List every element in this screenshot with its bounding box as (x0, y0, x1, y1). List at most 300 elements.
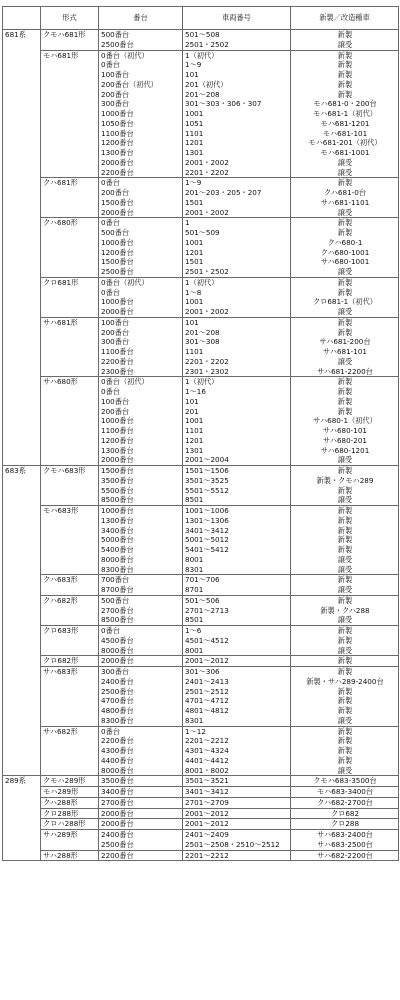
table-row (3, 808, 399, 819)
origin-text: 新製 (337, 635, 353, 645)
car-numbers-text: 2401～2413 (185, 676, 229, 686)
car-numbers-text: 8301 (185, 564, 204, 574)
number-range-text: 200番台 (101, 89, 130, 99)
origin-text: 新製 (337, 30, 353, 39)
number-range-cell (99, 575, 183, 596)
number-range-text: 2700番台 (101, 605, 134, 615)
number-range-text: 1200番台 (101, 435, 134, 445)
car-numbers-text: 2001・2002 (185, 207, 229, 217)
car-numbers-text: 501～506 (185, 595, 220, 605)
number-range-text: 1000番台 (101, 506, 134, 515)
number-range-text: 8000番台 (101, 765, 134, 775)
car-numbers-text: 1～12 (185, 726, 206, 736)
origin-text: 新製 (337, 545, 353, 554)
type-cell: クモハ289形 (41, 776, 99, 787)
car-numbers-cell (183, 726, 291, 776)
origin-text: モハ683-3400台 (316, 787, 374, 796)
number-range-cell (99, 466, 183, 506)
car-numbers-text: 201 (185, 406, 199, 416)
number-range-text: 1500番台 (101, 197, 134, 207)
number-range-text: 2300番台 (101, 366, 134, 376)
number-range-text: 3400番台 (101, 525, 134, 535)
number-range-text: 5500番台 (101, 485, 134, 495)
origin-text: サハ680-1001 (320, 257, 370, 267)
header-car-numbers: 車両番号 (183, 7, 291, 30)
car-numbers-cell (183, 178, 291, 218)
car-numbers-text: 2701～2709 (185, 797, 229, 807)
origin-text: クロ288 (330, 819, 360, 829)
table-row (3, 726, 399, 776)
origin-text: 譲受 (337, 554, 353, 564)
table-row (3, 30, 399, 51)
car-numbers-text: 2001・2002 (185, 157, 229, 167)
number-range-text: 0番台 (101, 218, 120, 228)
number-range-cell (99, 626, 183, 656)
car-numbers-text: 101 (185, 396, 199, 406)
type-cell: クハ683形 (41, 575, 99, 596)
car-numbers-text: 2001～2004 (185, 455, 229, 465)
number-range-cell (99, 787, 183, 798)
origin-text: 譲受 (337, 157, 353, 167)
origin-text: 新製 (337, 317, 353, 327)
car-numbers-text: 101 (185, 317, 199, 327)
header-row (3, 7, 399, 30)
car-numbers-text: 501～509 (185, 228, 220, 237)
origin-text: 譲受 (337, 207, 353, 217)
number-range-text: 2200番台 (101, 850, 134, 860)
origin-text: サハ680-1（初代） (313, 416, 377, 426)
number-range-text: 4800番台 (101, 706, 134, 715)
number-range-text: 2000番台 (101, 157, 134, 167)
car-numbers-text: 2501・2502 (185, 39, 229, 49)
origin-text: 新製 (337, 667, 353, 676)
car-numbers-text: 1201 (185, 247, 204, 257)
origin-cell (291, 218, 399, 278)
number-range-cell (99, 218, 183, 278)
origin-cell (291, 377, 399, 466)
origin-text: サハ683-2500台 (317, 839, 373, 849)
number-range-text: 100番台 (101, 396, 130, 406)
car-numbers-text: 101 (185, 70, 199, 79)
table-row (3, 218, 399, 278)
number-range-text: 0番台 (101, 178, 120, 188)
car-numbers-text: 2501～2508・2510～2512 (185, 839, 280, 849)
number-range-text: 300番台 (101, 667, 130, 676)
number-range-text: 1300番台 (101, 515, 134, 525)
origin-text: サハ680-101 (323, 426, 367, 435)
origin-cell (291, 277, 399, 317)
origin-text: 譲受 (337, 39, 353, 49)
table-row (3, 787, 399, 798)
number-range-text: 2000番台 (101, 307, 134, 316)
car-numbers-text: 8301 (185, 715, 204, 725)
number-range-text: 0番台 (101, 60, 120, 70)
number-range-text: 1000番台 (101, 297, 134, 307)
car-numbers-cell (183, 317, 291, 377)
number-range-text: 1100番台 (101, 426, 134, 435)
origin-text: クロ682 (330, 808, 360, 818)
car-numbers-cell (183, 595, 291, 625)
car-numbers-text: 5401～5412 (185, 545, 229, 554)
car-numbers-cell (183, 30, 291, 51)
origin-text: 譲受 (337, 307, 353, 316)
table-row (3, 506, 399, 575)
car-numbers-cell (183, 850, 291, 861)
car-numbers-text: 2001～2012 (185, 819, 229, 829)
origin-text: モハ681-1001 (320, 148, 370, 157)
number-range-cell (99, 595, 183, 625)
car-numbers-text: 2401～2409 (185, 830, 229, 839)
number-range-text: 200番台（初代） (101, 79, 158, 89)
table-row (3, 776, 399, 787)
car-numbers-text: 5501～5512 (185, 485, 229, 495)
type-cell: モハ683形 (41, 506, 99, 575)
car-numbers-text: 2001・2002 (185, 307, 229, 316)
car-numbers-text: 701～706 (185, 575, 220, 585)
number-range-text: 3500番台 (101, 776, 134, 786)
car-numbers-text: 8501 (185, 495, 204, 505)
car-numbers-text: 201（初代） (185, 79, 228, 89)
car-numbers-cell (183, 819, 291, 830)
type-cell: クロ682形 (41, 656, 99, 667)
table-row (3, 797, 399, 808)
number-range-text: 0番台 (101, 287, 120, 297)
number-range-text: 4700番台 (101, 696, 134, 706)
car-numbers-text: 1001 (185, 297, 204, 307)
number-range-text: 1100番台 (101, 128, 134, 138)
number-range-text: 2000番台 (101, 819, 134, 829)
number-range-text: 700番台 (101, 575, 130, 585)
number-range-text: 200番台 (101, 188, 130, 197)
origin-text: 譲受 (337, 267, 353, 276)
table-row (3, 656, 399, 667)
origin-text: 新製 (337, 377, 353, 387)
car-numbers-text: 1001 (185, 237, 204, 247)
car-numbers-text: 2201・2202 (185, 167, 229, 177)
origin-text: サハ680-1201 (320, 445, 370, 455)
car-numbers-text: 501～508 (185, 30, 220, 39)
car-numbers-cell (183, 50, 291, 178)
number-range-text: 2000番台 (101, 656, 134, 666)
car-numbers-text: 1～6 (185, 626, 202, 635)
origin-text: 新製 (337, 656, 353, 666)
car-numbers-text: 1～9 (185, 60, 202, 70)
header-origin: 新製／改造種車 (291, 7, 399, 30)
origin-text: 新製 (337, 736, 353, 746)
number-range-text: 0番台 (101, 387, 120, 396)
origin-text: モハ681-0・200台 (313, 99, 377, 109)
car-numbers-text: 2301・2302 (185, 366, 229, 376)
car-numbers-text: 3401～3412 (185, 525, 229, 535)
number-range-text: 2200番台 (101, 167, 134, 177)
number-range-cell (99, 506, 183, 575)
car-numbers-text: 8001 (185, 554, 204, 564)
car-numbers-text: 4401～4412 (185, 755, 229, 765)
origin-text: 新製・クハ288 (320, 605, 370, 615)
origin-text: 譲受 (337, 455, 353, 465)
number-range-cell (99, 667, 183, 727)
car-numbers-text: 1501 (185, 197, 204, 207)
origin-text: サハ683-2400台 (317, 830, 373, 839)
origin-cell (291, 819, 399, 830)
number-range-text: 8700番台 (101, 585, 134, 594)
origin-text: 新製 (337, 485, 353, 495)
origin-text: 新製 (337, 277, 353, 287)
number-range-text: 3400番台 (101, 787, 134, 796)
number-range-text: 0番台（初代） (101, 277, 149, 287)
number-range-text: 2400番台 (101, 830, 134, 839)
origin-text: モハ681-1（初代） (312, 109, 377, 118)
car-numbers-text: 2201・2202 (185, 356, 229, 366)
number-range-text: 2000番台 (101, 207, 134, 217)
number-range-cell (99, 819, 183, 830)
origin-text: 譲受 (337, 495, 353, 505)
car-numbers-text: 3501～3525 (185, 475, 229, 485)
number-range-cell (99, 808, 183, 819)
number-range-cell (99, 797, 183, 808)
number-range-text: 1050番台 (101, 118, 134, 128)
origin-text: 譲受 (337, 645, 353, 655)
origin-text: 新製 (337, 178, 353, 188)
table-row (3, 277, 399, 317)
type-cell: クハ288形 (41, 797, 99, 808)
origin-text: クハ680-1 (327, 237, 363, 247)
car-numbers-text: 1301 (185, 445, 204, 455)
origin-text: モハ681-1201 (320, 118, 370, 128)
car-numbers-text: 1（初代） (185, 277, 219, 287)
car-numbers-cell (183, 218, 291, 278)
car-numbers-text: 301～303・306・307 (185, 99, 262, 109)
origin-text: モハ681-101 (322, 128, 368, 138)
origin-text: 新製 (337, 525, 353, 535)
table-row (3, 819, 399, 830)
car-numbers-cell (183, 667, 291, 727)
car-numbers-text: 2201～2212 (185, 736, 229, 746)
number-range-text: 0番台（初代） (101, 377, 149, 387)
origin-text: 譲受 (337, 765, 353, 775)
origin-cell (291, 776, 399, 787)
car-numbers-text: 4501～4512 (185, 635, 229, 645)
origin-text: 新製 (337, 70, 353, 79)
origin-cell (291, 50, 399, 178)
car-numbers-cell (183, 808, 291, 819)
series-cell: 289系 (3, 776, 41, 861)
number-range-text: 3500番台 (101, 475, 134, 485)
origin-text: 譲受 (337, 585, 353, 594)
car-numbers-text: 1301～1306 (185, 515, 229, 525)
origin-text: 新製 (337, 218, 353, 228)
origin-text: 新製 (337, 406, 353, 416)
car-numbers-text: 1101 (185, 128, 204, 138)
number-range-text: 300番台 (101, 99, 130, 109)
car-numbers-cell (183, 575, 291, 596)
origin-text: 新製・クモハ289 (316, 475, 374, 485)
number-range-text: 8300番台 (101, 715, 134, 725)
origin-text: 譲受 (337, 715, 353, 725)
table-row (3, 377, 399, 466)
number-range-text: 1200番台 (101, 138, 134, 148)
number-range-text: 0番台 (101, 726, 120, 736)
number-range-cell (99, 850, 183, 861)
table-header (3, 7, 399, 30)
number-range-cell (99, 30, 183, 51)
origin-text: クロ681-1（初代） (312, 297, 377, 307)
number-range-text: 5000番台 (101, 535, 134, 545)
car-numbers-text: 1～9 (185, 178, 202, 188)
origin-text: 新製 (337, 287, 353, 297)
series-cell: 681系 (3, 30, 41, 466)
origin-cell (291, 626, 399, 656)
type-cell: クロ288形 (41, 808, 99, 819)
origin-text: 譲受 (337, 615, 353, 625)
type-cell: クロハ288形 (41, 819, 99, 830)
number-range-cell (99, 277, 183, 317)
car-numbers-text: 1501 (185, 257, 204, 267)
number-range-text: 1200番台 (101, 247, 134, 257)
car-numbers-text: 8001・8002 (185, 765, 229, 775)
table-row (3, 317, 399, 377)
header-type: 形式 (41, 7, 99, 30)
origin-cell (291, 595, 399, 625)
origin-cell (291, 787, 399, 798)
origin-text: サハ681-200台 (319, 337, 371, 347)
car-numbers-text: 301～306 (185, 667, 220, 676)
number-range-text: 200番台 (101, 327, 130, 337)
car-numbers-text: 3401～3412 (185, 787, 229, 796)
car-numbers-text: 5001～5012 (185, 535, 229, 545)
car-numbers-text: 2501～2512 (185, 686, 229, 696)
number-range-text: 8500番台 (101, 615, 134, 625)
number-range-text: 4400番台 (101, 755, 134, 765)
origin-text: 新製 (337, 575, 353, 585)
origin-text: 新製 (337, 387, 353, 396)
car-numbers-cell (183, 797, 291, 808)
car-numbers-text: 8001 (185, 645, 204, 655)
origin-cell (291, 656, 399, 667)
origin-text: 新製 (337, 696, 353, 706)
number-range-text: 2500番台 (101, 686, 134, 696)
car-numbers-cell (183, 787, 291, 798)
number-range-text: 100番台 (101, 70, 130, 79)
number-range-cell (99, 50, 183, 178)
number-range-text: 2200番台 (101, 356, 134, 366)
car-numbers-text: 1（初代） (185, 50, 219, 60)
origin-cell (291, 830, 399, 851)
number-range-text: 2000番台 (101, 455, 134, 465)
origin-text: 新製 (337, 466, 353, 475)
origin-text: 新製 (337, 79, 353, 89)
origin-text: 新製 (337, 515, 353, 525)
origin-text: 新製 (337, 89, 353, 99)
number-range-text: 2500番台 (101, 839, 134, 849)
header-series (3, 7, 41, 30)
table-row (3, 466, 399, 506)
origin-text: 譲受 (337, 356, 353, 366)
car-number-table (2, 6, 399, 861)
car-numbers-text: 1 (185, 218, 190, 228)
origin-text: 新製 (337, 50, 353, 60)
origin-cell (291, 808, 399, 819)
number-range-text: 500番台 (101, 228, 130, 237)
origin-cell (291, 797, 399, 808)
table-row (3, 626, 399, 656)
origin-text: 新製 (337, 327, 353, 337)
origin-text: サハ682-2200台 (317, 850, 373, 860)
car-numbers-text: 1201 (185, 138, 204, 148)
car-numbers-text: 201～208 (185, 89, 220, 99)
car-numbers-cell (183, 656, 291, 667)
type-cell: クロ681形 (41, 277, 99, 317)
number-range-text: 1100番台 (101, 347, 134, 356)
type-cell: クモハ681形 (41, 30, 99, 51)
car-numbers-text: 1301 (185, 148, 204, 157)
car-numbers-cell (183, 830, 291, 851)
car-numbers-text: 2501・2502 (185, 267, 229, 276)
car-numbers-text: 1501～1506 (185, 466, 229, 475)
origin-text: 新製 (337, 535, 353, 545)
number-range-text: 0番台 (101, 626, 120, 635)
type-cell: モハ681形 (41, 50, 99, 178)
table-row (3, 178, 399, 218)
car-numbers-text: 1001 (185, 109, 204, 118)
origin-text: 新製 (337, 228, 353, 237)
origin-cell (291, 726, 399, 776)
car-numbers-cell (183, 466, 291, 506)
number-range-text: 2000番台 (101, 808, 134, 818)
car-numbers-text: 2201～2212 (185, 850, 229, 860)
number-range-text: 8300番台 (101, 564, 134, 574)
table-row (3, 667, 399, 727)
number-range-text: 5400番台 (101, 545, 134, 554)
car-numbers-text: 8701 (185, 585, 204, 594)
car-numbers-text: 1201 (185, 435, 204, 445)
car-numbers-text: 1（初代） (185, 377, 219, 387)
number-range-text: 1300番台 (101, 148, 134, 157)
origin-text: 新製 (337, 746, 353, 755)
origin-text: クモハ683-3500台 (313, 776, 377, 786)
table-row (3, 850, 399, 861)
origin-text: 新製 (337, 595, 353, 605)
origin-cell (291, 30, 399, 51)
origin-text: 新製 (337, 506, 353, 515)
number-range-text: 500番台 (101, 595, 130, 605)
type-cell: サハ288形 (41, 850, 99, 861)
origin-cell (291, 506, 399, 575)
number-range-text: 500番台 (101, 30, 130, 39)
car-numbers-text: 3501～3521 (185, 776, 229, 786)
origin-text: 新製 (337, 396, 353, 406)
number-range-text: 2400番台 (101, 676, 134, 686)
number-range-cell (99, 317, 183, 377)
car-numbers-text: 4701～4712 (185, 696, 229, 706)
car-numbers-text: 1101 (185, 426, 204, 435)
origin-cell (291, 466, 399, 506)
car-numbers-text: 1～8 (185, 287, 202, 297)
number-range-text: 1000番台 (101, 237, 134, 247)
origin-text: クハ681-0台 (323, 188, 367, 197)
car-numbers-text: 1001 (185, 416, 204, 426)
type-cell: サハ680形 (41, 377, 99, 466)
car-numbers-text: 2001～2012 (185, 808, 229, 818)
origin-text: 新製 (337, 626, 353, 635)
number-range-text: 8000番台 (101, 554, 134, 564)
origin-cell (291, 317, 399, 377)
car-numbers-cell (183, 277, 291, 317)
table-row (3, 575, 399, 596)
car-numbers-text: 1051 (185, 118, 204, 128)
type-cell: サハ289形 (41, 830, 99, 851)
origin-text: サハ680-201 (323, 435, 367, 445)
